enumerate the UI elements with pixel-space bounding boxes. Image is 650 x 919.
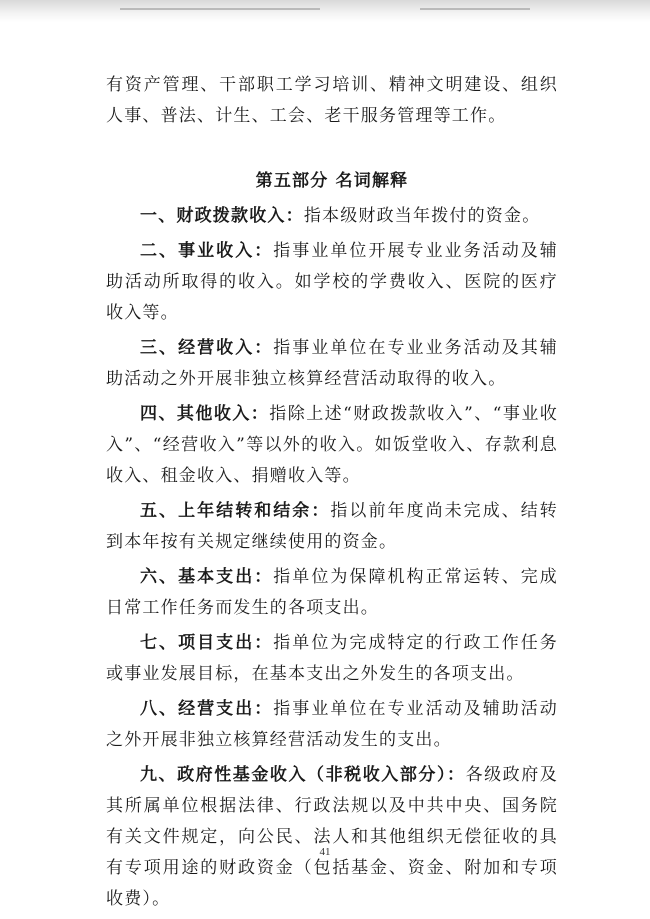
definition-desc: 指单位为保障机构正常运转、完成日常工作任务而发生的各项支出。 [106, 567, 558, 618]
scan-artifact [120, 8, 320, 10]
definition-desc: 各级政府及其所属单位根据法律、行政法规以及中共中央、国务院有关文件规定，向公民、法人和其他组织无偿征收的具有专项用途的财政资金（包括基金、资金、附加和专项收费）。 [106, 765, 558, 909]
definition-term: 八、经营支出： [140, 699, 274, 719]
scan-shadow [0, 0, 650, 22]
definition-desc: 指单位为完成特定的行政工作任务或事业发展目标，在基本支出之外发生的各项支出。 [106, 633, 558, 684]
section-title: 第五部分 名词解释 [255, 171, 409, 191]
definitions-list [106, 201, 558, 915]
definition-desc: 指事业单位在专业业务活动及其辅助活动之外开展非独立核算经营活动取得的收入。 [106, 338, 558, 389]
definition-item [106, 333, 558, 395]
definition-term: 九、政府性基金收入（非税收入部分）： [140, 765, 466, 785]
definition-desc: 指事业单位在专业活动及辅助活动之外开展非独立核算经营活动发生的支出。 [106, 699, 558, 750]
definition-item [106, 760, 558, 915]
definition-item [106, 628, 558, 690]
definition-item [106, 236, 558, 329]
definition-term: 四、其他收入： [140, 404, 270, 424]
definition-desc: 指本级财政当年拨付的资金。 [303, 206, 541, 226]
definition-item [106, 496, 558, 558]
body-text [106, 70, 558, 915]
definition-term: 五、上年结转和结余： [140, 501, 331, 521]
definition-item [106, 694, 558, 756]
definition-term: 一、财政拨款收入： [140, 206, 304, 226]
definition-desc: 指事业单位开展专业业务活动及辅助活动所取得的收入。如学校的学费收入、医院的医疗收入等。 [106, 241, 558, 323]
definition-desc: 指以前年度尚未完成、结转到本年按有关规定继续使用的资金。 [106, 501, 559, 552]
definition-item [106, 201, 558, 232]
definition-term: 六、基本支出： [140, 567, 274, 587]
page-number: 41 [319, 846, 331, 858]
intro-paragraph: 有资产管理、干部职工学习培训、精神文明建设、组织人事、普法、计生、工会、老干服务管理等工作。 [106, 75, 558, 126]
scan-artifact [420, 8, 530, 10]
definition-item [106, 562, 558, 624]
definition-item [106, 399, 558, 492]
definition-term: 三、经营收入： [140, 338, 274, 358]
definition-term: 七、项目支出： [140, 633, 274, 653]
definition-desc: 指除上述“财政拨款收入”、“事业收入”、“经营收入”等以外的收入。如饭堂收入、存款利息收入、租金收入、捐赠收入等。 [106, 404, 558, 486]
definition-term: 二、事业收入： [140, 241, 274, 261]
